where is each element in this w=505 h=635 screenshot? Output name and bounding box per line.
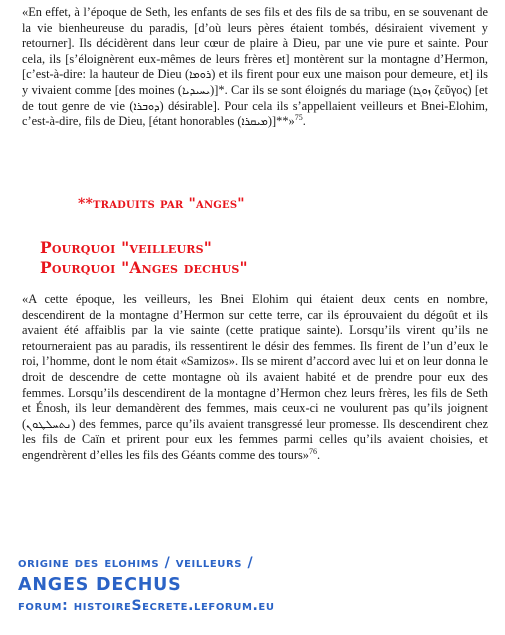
syriac-word-4: ܕܘܒܪܐ [133,99,160,113]
question-anges-dechus: Pourquoi "Anges dechus" [40,258,248,277]
annotation-note: **traduits par "anges" [78,196,245,212]
footer-subtitle: ANGES DECHUS [18,575,182,595]
excerpt-1-text-b: ) et ils firent pour eux une maison pour demeure, et] ils y vivaient comme [des moines ( [22,67,488,97]
excerpt-1-text-e: ) désirable]. Pour cela ils s’appellaient veilleurs et Bnei-Elohim, c’est-à-dire, fils de Dieu, [étant honorables ( [22,98,488,129]
question-veilleurs: Pourquoi "veilleurs" [40,238,213,257]
excerpt-2-text-b: ) des femmes, parce qu’ils avaient transgressé leur promesse. Ils descendirent chez les fils de Caïn et prirent pour eux les femmes parmi celles qu’ils avaient choisies, et engendrèrent d’elles les fils des Géants comme des tours» [22,416,488,462]
excerpt-1-text-c: )]*. Car ils se sont éloignés du mariage ( [210,82,414,97]
excerpt-2-text-c: . [316,447,321,462]
syriac-word-3: ܙܘܓܐ [413,83,431,97]
footer-forum-link[interactable]: forum: histoireSecrete.leforum.eu [18,598,275,614]
syriac-word-2: ܝܚܝܕܝܐ [182,83,211,97]
excerpt-paragraph-1 [22,5,488,130]
excerpt-1-text-f: )]**» [267,114,295,129]
footnote-ref-76: 76 [308,446,317,456]
footer-title-line: origine des elohims / veilleurs / [18,555,254,571]
syriac-word-5: ܡܝܩܪܐ [241,115,268,129]
footnote-ref-75: 75 [294,113,303,123]
excerpt-paragraph-2 [22,292,488,464]
syriac-word-1: ܪܘܡܐ [189,68,212,82]
excerpt-2-text-a: «A cette époque, les veilleurs, les Bnei Elohim qui étaient deux cents en nombre, descendirent de la montagne d’Hermon sur cette terre, car ils éprouvaient du dégoût et ils avaient été affaiblis par la vie sainte (cette pratique sainte). Lorsqu’ils virent qu’ils ne retourneraient pas au paradis, ils ressentirent le désir des femmes. Ils firent de l’un d’eux le roi, l’homme, dont le nom était «Samizos». Ils se mirent d’accord avec lui et on leur donna le droit de descendre de cette montagne où ils avaient habité et de prendre pour eux des femmes. Lorsqu’ils descendirent de la montagne d’Hermon chez leurs frères, les fils de Seth et Énosh, ils leur demandèrent des femmes, mais ceux-ci ne voulurent pas qu’ils joignent ( [22,292,488,431]
excerpt-1-text-g: . [302,114,306,129]
excerpt-1-text-d: ζεῦγος) [et de tout genre de vie ( [22,82,488,113]
excerpt-1-text-a: «En effet, à l’époque de Seth, les enfants de ses fils et des fils de sa tribu, en se souvenant de la vie bienheureuse du paradis, [d’où leurs pères étaient tombés, désiraient vivement y retourner]. Ils décidèrent dans leur cœur de plaire à Dieu, par une vie pure et sainte. Pour cela, ils [s’éloignèrent eux-mêmes de leurs frères et] montèrent sur la montagne d’Hermon, [c’est-à-dire: la hauteur de Dieu ( [22,5,488,82]
syriac-word-6: ܢܬܚܠܛܘܢ [26,417,72,431]
